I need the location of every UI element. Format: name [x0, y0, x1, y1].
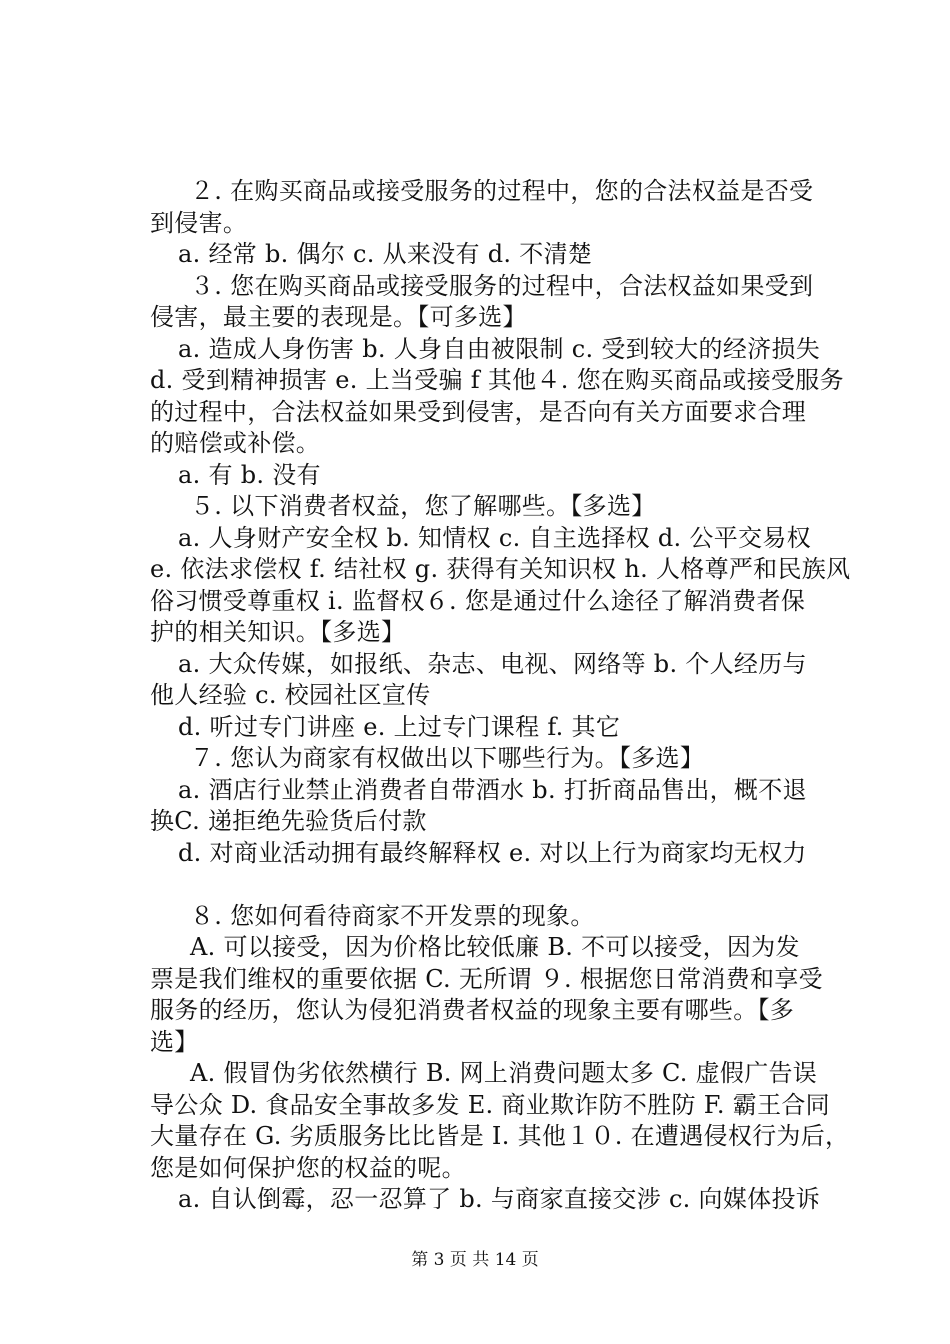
text-line: a. 造成人身伤害 b. 人身自由被限制 c. 受到较大的经济损失 — [178, 334, 821, 363]
text-line: d. 听过专门讲座 e. 上过专门课程 f. 其它 — [178, 712, 621, 741]
document-body — [150, 176, 851, 1216]
text-line: 护的相关知识。【多选】 — [150, 618, 406, 646]
text-line: ２. 在购买商品或接受服务的过程中，您的合法权益是否受 — [190, 177, 814, 205]
text-line: 换C. 递拒绝先验货后付款 — [150, 807, 427, 835]
blank-line — [150, 869, 840, 901]
page-footer: 第 3 页 共 14 页 — [411, 1250, 539, 1270]
text-line: 服务的经历，您认为侵犯消费者权益的现象主要有哪些。【多 — [150, 996, 795, 1024]
text-line: a. 自认倒霉，忍一忍算了 b. 与商家直接交涉 c. 向媒体投诉 — [178, 1185, 821, 1213]
text-line: d. 对商业活动拥有最终解释权 e. 对以上行为商家均无权力 — [178, 838, 807, 867]
text-line: ８. 您如何看待商家不开发票的现象。 — [190, 901, 595, 930]
text-line: 俗习惯受尊重权 i. 监督权６. 您是通过什么途径了解消费者保 — [150, 586, 806, 615]
text-line: 导公众 D. 食品安全事故多发 E. 商业欺诈防不胜防 F. 霸王合同 — [150, 1090, 830, 1119]
text-line: a. 酒店行业禁止消费者自带酒水 b. 打折商品售出，概不退 — [178, 775, 807, 804]
text-line: A. 可以接受，因为价格比较低廉 B. 不可以接受，因为发 — [190, 933, 800, 961]
text-line: 到侵害。 — [150, 208, 248, 237]
text-line: 的赔偿或补偿。 — [150, 429, 321, 457]
text-line: 票是我们维权的重要依据 C. 无所谓 ９. 根据您日常消费和享受 — [150, 964, 823, 993]
text-line: 您是如何保护您的权益的呢。 — [150, 1153, 466, 1182]
text-line: ５. 以下消费者权益，您了解哪些。【多选】 — [190, 492, 656, 520]
text-line: 大量存在 G. 劣质服务比比皆是 I. 其他１０. 在遭遇侵权行为后， — [150, 1122, 850, 1150]
text-line: a. 经常 b. 偶尔 c. 从来没有 d. 不清楚 — [178, 240, 593, 268]
text-line: a. 人身财产安全权 b. 知情权 c. 自主选择权 d. 公平交易权 — [178, 523, 811, 552]
text-line: a. 有 b. 没有 — [178, 460, 321, 489]
text-line: 侵害，最主要的表现是。【可多选】 — [150, 303, 527, 331]
text-line: 他人经验 c. 校园社区宣传 — [150, 681, 431, 709]
text-line: d. 受到精神损害 e. 上当受骗 f 其他４. 您在购买商品或接受服务 — [150, 366, 844, 394]
text-line: a. 大众传媒，如报纸、杂志、电视、网络等 b. 个人经历与 — [178, 649, 807, 678]
text-line: A. 假冒伪劣依然横行 B. 网上消费问题太多 C. 虚假广告误 — [190, 1059, 818, 1087]
text-line: 的过程中，合法权益如果受到侵害，是否向有关方面要求合理 — [150, 397, 807, 426]
text-line: 选】 — [150, 1027, 199, 1056]
text-line: ３. 您在购买商品或接受服务的过程中，合法权益如果受到 — [190, 271, 814, 300]
text-line: e. 依法求偿权 f. 结社权 g. 获得有关知识权 h. 人格尊严和民族风 — [150, 555, 851, 583]
text-line: ７. 您认为商家有权做出以下哪些行为。【多选】 — [190, 744, 705, 772]
